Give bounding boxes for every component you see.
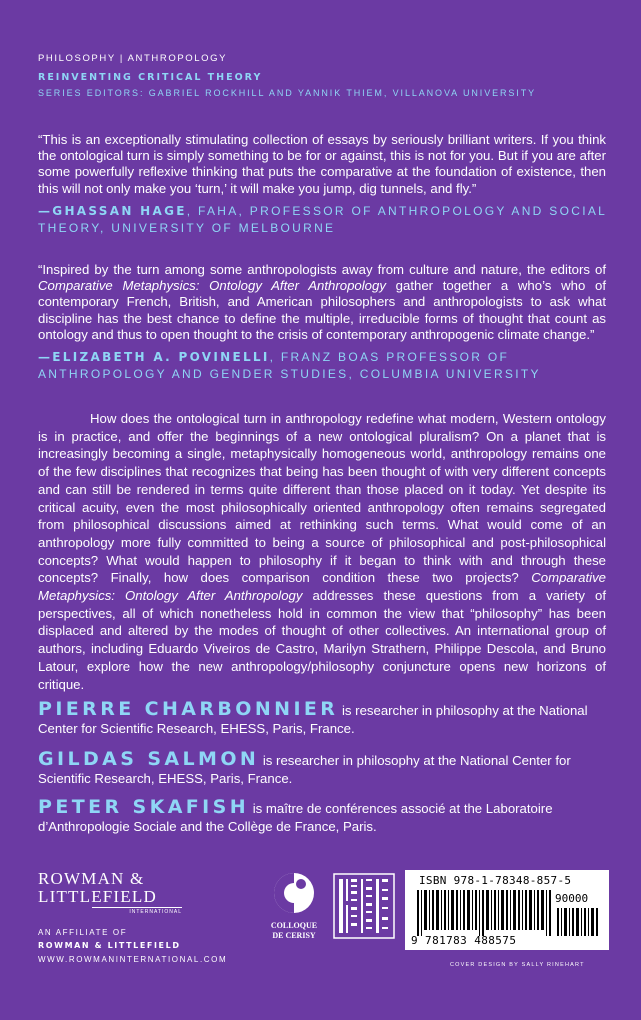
price-barcode-icon bbox=[557, 908, 599, 936]
publisher-logo bbox=[38, 870, 182, 915]
author-bio: is researcher in philosophy at the National Center for Scientific Research, EHESS, Paris, France. bbox=[38, 703, 588, 736]
book-title-italic: Comparative Metaphysics: Ontology After Anthropology bbox=[38, 278, 386, 294]
endorsement-attribution-2 bbox=[38, 349, 610, 383]
cerisy-label-1: COLLOQUE bbox=[270, 921, 318, 930]
author-bio-1 bbox=[38, 700, 608, 738]
author-name: PIERRE CHARBONNIER bbox=[38, 698, 339, 720]
barcode-digits: 9 781783 488575 bbox=[411, 934, 517, 947]
quote-text: “This is an exceptionally stimulating collection of essays by seriously brilliant writers. If you think the ontological turn is simply something to be for or against, this is not for you. But if you are after some powerfully reflexive thinking that puts the comparative at the foundation of existence, then this will not only make you ‘turn,’ it will make you jump, dig tunnels, and fly.” bbox=[38, 132, 606, 196]
affiliate-label: AN AFFILIATE OF bbox=[38, 928, 128, 937]
category-label: PHILOSOPHY | ANTHROPOLOGY bbox=[38, 53, 228, 64]
isbn-barcode bbox=[405, 870, 609, 950]
quote-author: —GHASSAN HAGE bbox=[38, 204, 187, 218]
author-name: GILDAS SALMON bbox=[38, 748, 260, 770]
quote-text: “Inspired by the turn among some anthropologists away from culture and nature, the editors of bbox=[38, 262, 606, 277]
quote-text: gather together a who’s who of contemporary French, British, and American philosophers and anthropologists to ask what discipline has the best chance to define the multiple, irreducible forms of thought that count as ontology and thus to open thought to the crisis of contemporary anthropogenic climate change.” bbox=[38, 278, 606, 342]
cerisy-label-2: DE CERISY bbox=[272, 931, 316, 940]
book-title-italic: Comparative Metaphysics: Ontology After Anthropology bbox=[38, 570, 606, 604]
publisher-logo-line1: ROWMAN & bbox=[38, 869, 145, 888]
publisher-logo-sub: INTERNATIONAL bbox=[92, 907, 182, 915]
affiliate-name: ROWMAN & LITTLEFIELD bbox=[38, 941, 181, 950]
publisher-website[interactable]: WWW.ROWMANINTERNATIONAL.COM bbox=[38, 955, 228, 964]
author-bio-2 bbox=[38, 750, 608, 788]
author-bio: is researcher in philosophy at the National Center for Scientific Research, EHESS, Paris, France. bbox=[38, 753, 571, 786]
publisher-logo-line2: LITTLEFIELD bbox=[38, 887, 157, 906]
book-description bbox=[38, 410, 606, 693]
colloque-de-cerisy-logo bbox=[268, 870, 320, 941]
quote-affiliation: , FRANZ BOAS PROFESSOR OF ANTHROPOLOGY AND GENDER STUDIES, COLUMBIA UNIVERSITY bbox=[38, 350, 541, 381]
barcode-bars-icon bbox=[417, 890, 551, 936]
series-editors: SERIES EDITORS: GABRIEL ROCKHILL AND YANNIK THIEM, VILLANOVA UNIVERSITY bbox=[38, 88, 537, 98]
author-bio: is maître de conférences associé at the Laboratoire d’Anthropologie Sociale and the Collège de France, Paris. bbox=[38, 801, 553, 834]
isbn-text: ISBN 978-1-78348-857-5 bbox=[419, 874, 572, 887]
quote-author: —ELIZABETH A. POVINELLI bbox=[38, 350, 270, 364]
quote-affiliation: , FAHA, PROFESSOR OF ANTHROPOLOGY AND SOCIAL THEORY, UNIVERSITY OF MELBOURNE bbox=[38, 204, 607, 235]
transfers-logo-icon bbox=[333, 873, 395, 939]
cerisy-emblem-icon bbox=[271, 870, 317, 916]
author-bio-3 bbox=[38, 798, 608, 836]
endorsement-attribution-1 bbox=[38, 203, 610, 237]
cover-design-credit: COVER DESIGN BY SALLY RINEHART bbox=[450, 962, 585, 968]
endorsement-quote-1 bbox=[38, 132, 606, 197]
series-title: REINVENTING CRITICAL THEORY bbox=[38, 72, 263, 83]
description-text: How does the ontological turn in anthropology redefine what modern, Western ontology is in practice, and offer the beginnings of a new ontological pluralism? On a planet that is increasingly becoming a single, metaphysically homogeneous world, anthropology remains one of the few disciplines that recognizes that being has been thought of with very different concepts and can still be rendered in terms quite different than those placed on it today. Yet despite its critical acuity, even the most philosophically oriented anthropology often remains segregated from philosophical discussions aimed at rethinking such terms. What would come of an anthropology more fully committed to being a source of philosophical and post-philosophical concepts? What would happen to philosophy if it began to think with and through these concepts? Finally, how does comparison condition these two projects? bbox=[38, 411, 606, 586]
author-name: PETER SKAFISH bbox=[38, 796, 250, 818]
endorsement-quote-2 bbox=[38, 262, 606, 343]
description-text: addresses these questions from a variety of perspectives, all of which nonetheless hold in common the view that “philosophy” has been displaced and altered by the modes of thought of other collectives. An international group of authors, including Eduardo Viveiros de Castro, Marilyn Strathern, Philippe Descola, and Bruno Latour, explore how the new anthropology/philosophy conjuncture opens new horizons of critique. bbox=[38, 588, 606, 692]
price-code: 90000 bbox=[555, 892, 589, 905]
